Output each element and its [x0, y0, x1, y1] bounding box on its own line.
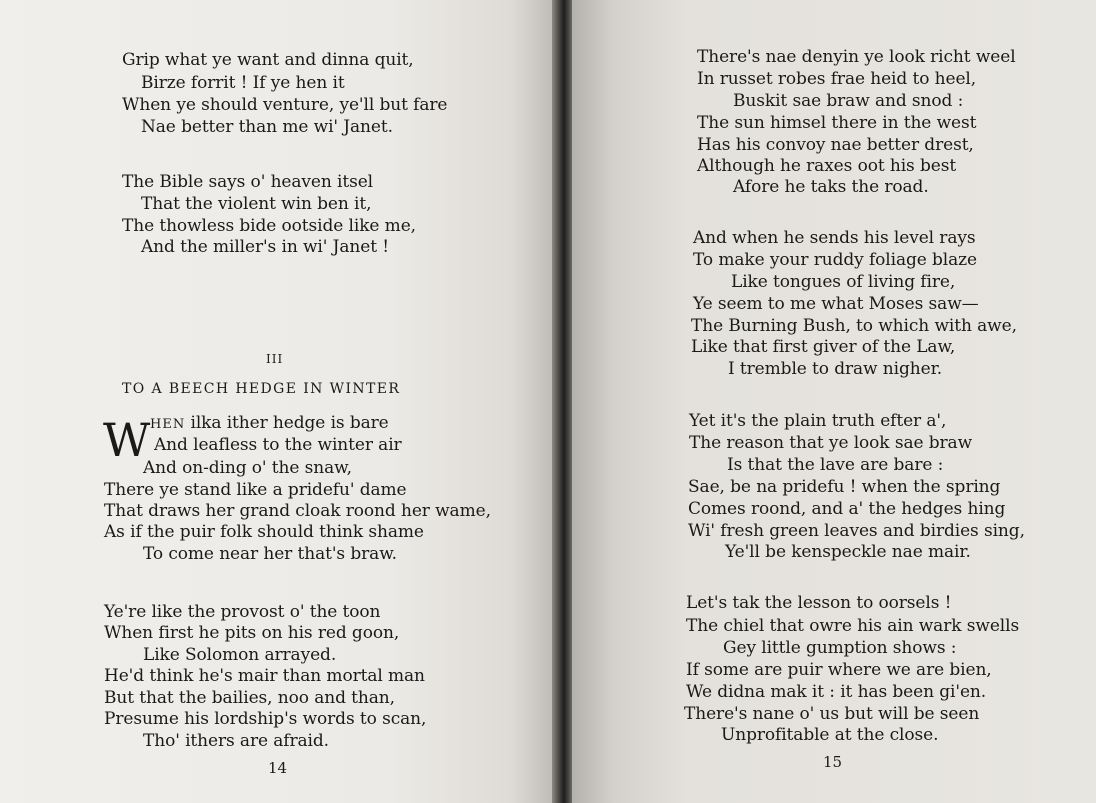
verse-line: As if the puir folk should think shame: [104, 522, 424, 542]
verse-line: To come near her that's braw.: [143, 544, 397, 564]
verse-line: There ye stand like a pridefu' dame: [104, 480, 407, 500]
verse-line: And leafless to the winter air: [154, 435, 402, 455]
verse-line: The Bible says o' heaven itsel: [122, 172, 374, 192]
verse-line: The chiel that owre his ain wark swells: [686, 616, 1020, 636]
verse-line: [150, 412, 389, 436]
verse-line: Let's tak the lesson to oorsels !: [686, 593, 952, 613]
verse-line: Ye'll be kenspeckle nae mair.: [725, 542, 971, 562]
verse-line: There's nane o' us but will be seen: [684, 704, 980, 724]
verse-line: Wi' fresh green leaves and birdies sing,: [688, 521, 1025, 541]
verse-line: Birze forrit ! If ye hen it: [141, 73, 345, 93]
drop-cap: W: [103, 413, 151, 467]
poem-title: TO A BEECH HEDGE IN WINTER: [122, 381, 401, 397]
page-number: 14: [268, 759, 288, 777]
verse-line: And the miller's in wi' Janet !: [141, 237, 389, 257]
verse-line: Tho' ithers are afraid.: [143, 731, 329, 751]
verse-line: But that the bailies, noo and than,: [104, 688, 395, 708]
verse-line: The Burning Bush, to which with awe,: [691, 316, 1017, 336]
verse-line: That the violent win ben it,: [141, 194, 372, 214]
small-caps-word: HEN: [150, 417, 186, 432]
verse-line: Like tongues of living fire,: [731, 272, 956, 292]
verse-line: The reason that ye look sae braw: [689, 433, 973, 453]
verse-line: And on-ding o' the snaw,: [143, 458, 352, 478]
verse-line: Although he raxes oot his best: [697, 156, 957, 176]
verse-line: The thowless bide ootside like me,: [122, 216, 416, 236]
verse-line: In russet robes frae heid to heel,: [697, 69, 977, 89]
verse-line: He'd think he's mair than mortal man: [104, 666, 425, 686]
verse-line: Ye seem to me what Moses saw—: [693, 294, 979, 314]
verse-line: Afore he taks the road.: [733, 177, 929, 197]
verse-line: The sun himsel there in the west: [697, 113, 977, 133]
verse-line: We didna mak it : it has been gi'en.: [686, 682, 987, 702]
verse-line: That draws her grand cloak roond her wame,: [104, 501, 491, 521]
verse-line: Presume his lordship's words to scan,: [104, 709, 427, 729]
verse-line: Has his convoy nae better drest,: [697, 135, 974, 155]
verse-line: I tremble to draw nigher.: [728, 359, 943, 379]
verse-line: Grip what ye want and dinna quit,: [122, 50, 414, 70]
verse-line: When ye should venture, ye'll but fare: [122, 95, 448, 115]
verse-line: Like Solomon arrayed.: [143, 645, 337, 665]
verse-line: And when he sends his level rays: [693, 228, 976, 248]
verse-line: Sae, be na pridefu ! when the spring: [688, 477, 1001, 497]
verse-line: Yet it's the plain truth efter a',: [689, 411, 947, 431]
verse-line: There's nae denyin ye look richt weel: [697, 47, 1016, 67]
verse-line: To make your ruddy foliage blaze: [693, 250, 977, 270]
verse-line: When first he pits on his red goon,: [104, 623, 400, 643]
verse-line: Buskit sae braw and snod :: [733, 91, 964, 111]
section-number: III: [266, 352, 284, 366]
verse-line: Nae better than me wi' Janet.: [141, 117, 393, 137]
verse-line: Unprofitable at the close.: [721, 725, 939, 745]
verse-line: If some are puir where we are bien,: [686, 660, 992, 680]
verse-line: Ye're like the provost o' the toon: [104, 602, 381, 622]
verse-line: Gey little gumption shows :: [723, 638, 957, 658]
verse-line: Like that first giver of the Law,: [691, 337, 956, 357]
verse-line-text: ilka ither hedge is bare: [185, 413, 389, 433]
page-number: 15: [823, 753, 843, 771]
right-page: [572, 0, 1096, 803]
verse-line: Is that the lave are bare :: [727, 455, 944, 475]
verse-line: Comes roond, and a' the hedges hing: [688, 499, 1006, 519]
